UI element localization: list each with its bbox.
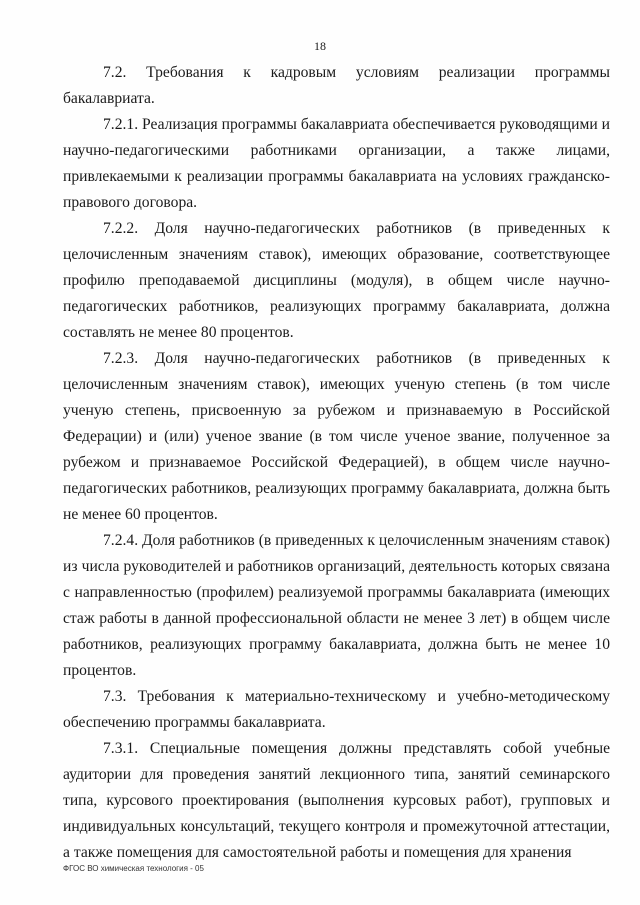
paragraph-7-2-4: 7.2.4. Доля работников (в приведенных к целочисленным значениям ставок) из числа руководителей и работников организаций, деятельность которых связана с направленностью (профилем) реализуемой программы бакалавриата (имеющих стаж работы в данной профессиональной области не менее 3 лет) в общем числе работников, реализующих программу бакалавриата, должна быть не менее 10 процентов. (63, 532, 610, 679)
paragraph-7-2-3: 7.2.3. Доля научно-педагогических работников (в приведенных к целочисленным значениям ставок), имеющих ученую степень (в том числе ученую степень, присвоенную за рубежом и признаваемую в Российской Федерации) и (или) ученое звание (в том числе ученое звание, полученное за рубежом и признаваемое Российской Федерацией), в общем числе научно-педагогических работников, реализующих программу бакалавриата, должна быть не менее 60 процентов. (63, 350, 610, 523)
page-footer: ФГОС ВО химическая технология - 05 (63, 864, 204, 873)
page-number: 18 (314, 39, 326, 53)
document-body (63, 60, 610, 866)
paragraph-7-2: 7.2. Требования к кадровым условиям реализации программы бакалавриата. (63, 64, 610, 107)
paragraph-7-3: 7.3. Требования к материально-техническому и учебно-методическому обеспечению программы бакалавриата. (63, 688, 610, 731)
paragraph-7-3-1: 7.3.1. Специальные помещения должны представлять собой учебные аудитории для проведения занятий лекционного типа, занятий семинарского типа, курсового проектирования (выполнения курсовых работ), групповых и индивидуальных консультаций, текущего контроля и промежуточной аттестации, а также помещения для самостоятельной работы и помещения для хранения (63, 740, 610, 861)
paragraph-7-2-1: 7.2.1. Реализация программы бакалавриата обеспечивается руководящими и научно-педагогическими работниками организации, а также лицами, привлекаемыми к реализации программы бакалавриата на условиях гражданско-правового договора. (63, 116, 610, 211)
paragraph-7-2-2: 7.2.2. Доля научно-педагогических работников (в приведенных к целочисленным значениям ставок), имеющих образование, соответствующее профилю преподаваемой дисциплины (модуля), в общем числе научно-педагогических работников, реализующих программу бакалавриата, должна составлять не менее 80 процентов. (63, 220, 610, 341)
